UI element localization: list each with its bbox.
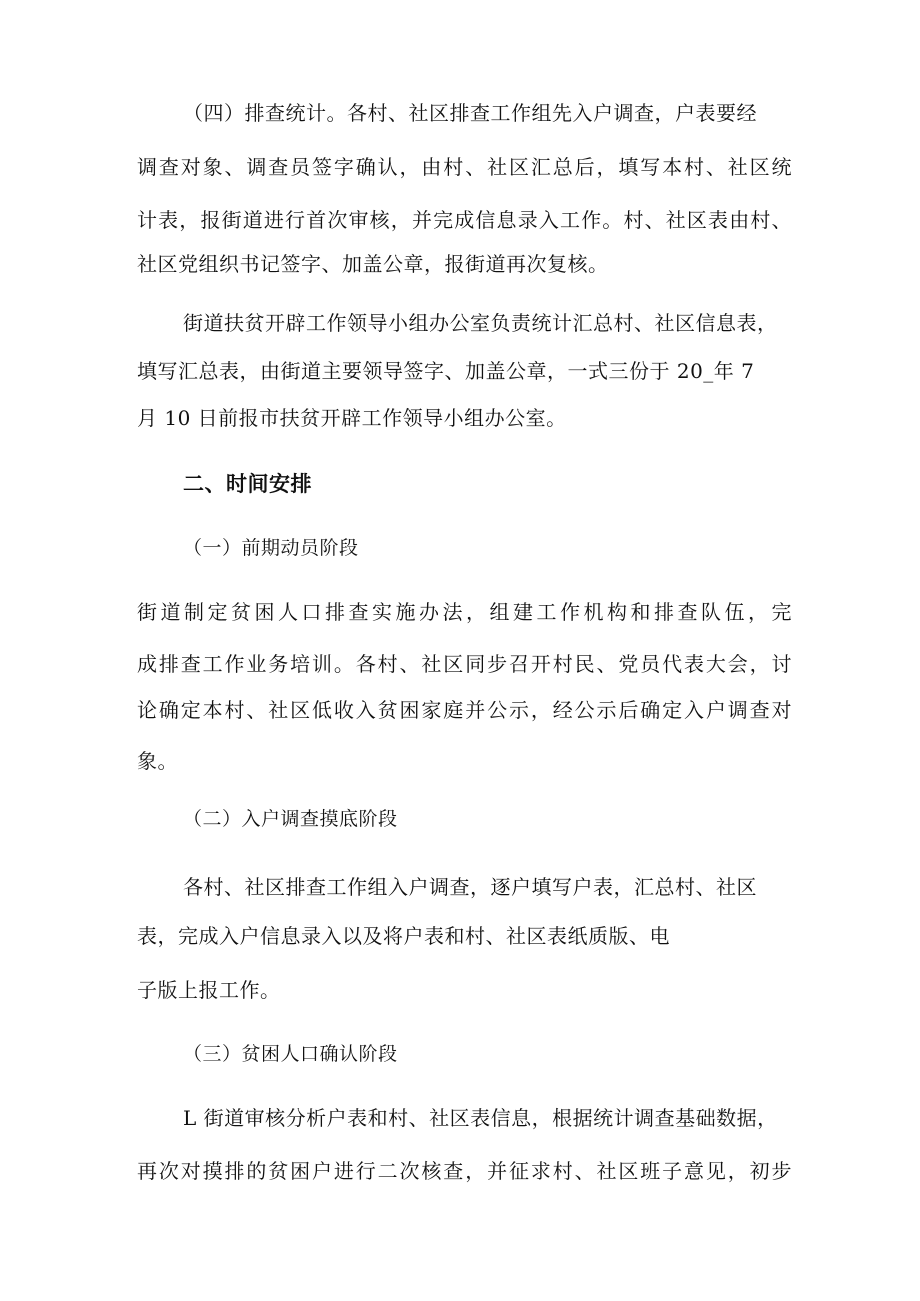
paragraph-line: 再次对摸排的贫困户进行二次核查，并征求村、社区班子意见，初步 (137, 1159, 792, 1183)
paragraph-line: 街道扶贫开辟工作领导小组办公室负责统计汇总村、社区信息表， (183, 311, 778, 335)
paragraph-line: L 街道审核分析户表和村、社区表信息，根据统计调查基础数据， (183, 1106, 778, 1130)
paragraph-line: 计表，报街道进行首次审核，并完成信息录入工作。村、社区表由村、 (137, 208, 792, 232)
paragraph-line: 街道制定贫困人口排查实施办法，组建工作机构和排查队伍，完 (137, 600, 792, 624)
section-heading: 二、时间安排 (183, 472, 312, 496)
subsection-heading: （三）贫困人口确认阶段 (183, 1043, 398, 1065)
subsection-heading: （二）入户调查摸底阶段 (183, 808, 398, 830)
paragraph-line: 象。 (137, 749, 178, 773)
paragraph-line: 子版上报工作。 (137, 978, 281, 1002)
paragraph-line: 论确定本村、社区低收入贫困家庭并公示，经公示后确定入户调查对 (137, 698, 792, 722)
paragraph-line: 社区党组织书记签字、加盖公章，报街道再次复核。 (137, 252, 609, 276)
paragraph-line: 填写汇总表，由街道主要领导签字、加盖公章，一式三份于 20_年 7 (137, 359, 755, 383)
paragraph-line: 成排查工作业务培训。各村、社区同步召开村民、党员代表大会，讨 (137, 652, 792, 676)
subsection-heading: （一）前期动员阶段 (183, 537, 359, 559)
paragraph-line: 各村、社区排查工作组入户调查，逐户填写户表，汇总村、社区 (183, 875, 757, 899)
paragraph-line: 月 10 日前报市扶贫开辟工作领导小组办公室。 (137, 406, 567, 430)
paragraph-line: 表，完成入户信息录入以及将户表和村、社区表纸质版、电 (137, 924, 670, 948)
paragraph-line: （四）排查统计。各村、社区排查工作组先入户调查，户表要经 (183, 101, 757, 125)
paragraph-line: 调查对象、调查员签字确认，由村、社区汇总后，填写本村、社区统 (137, 155, 792, 179)
